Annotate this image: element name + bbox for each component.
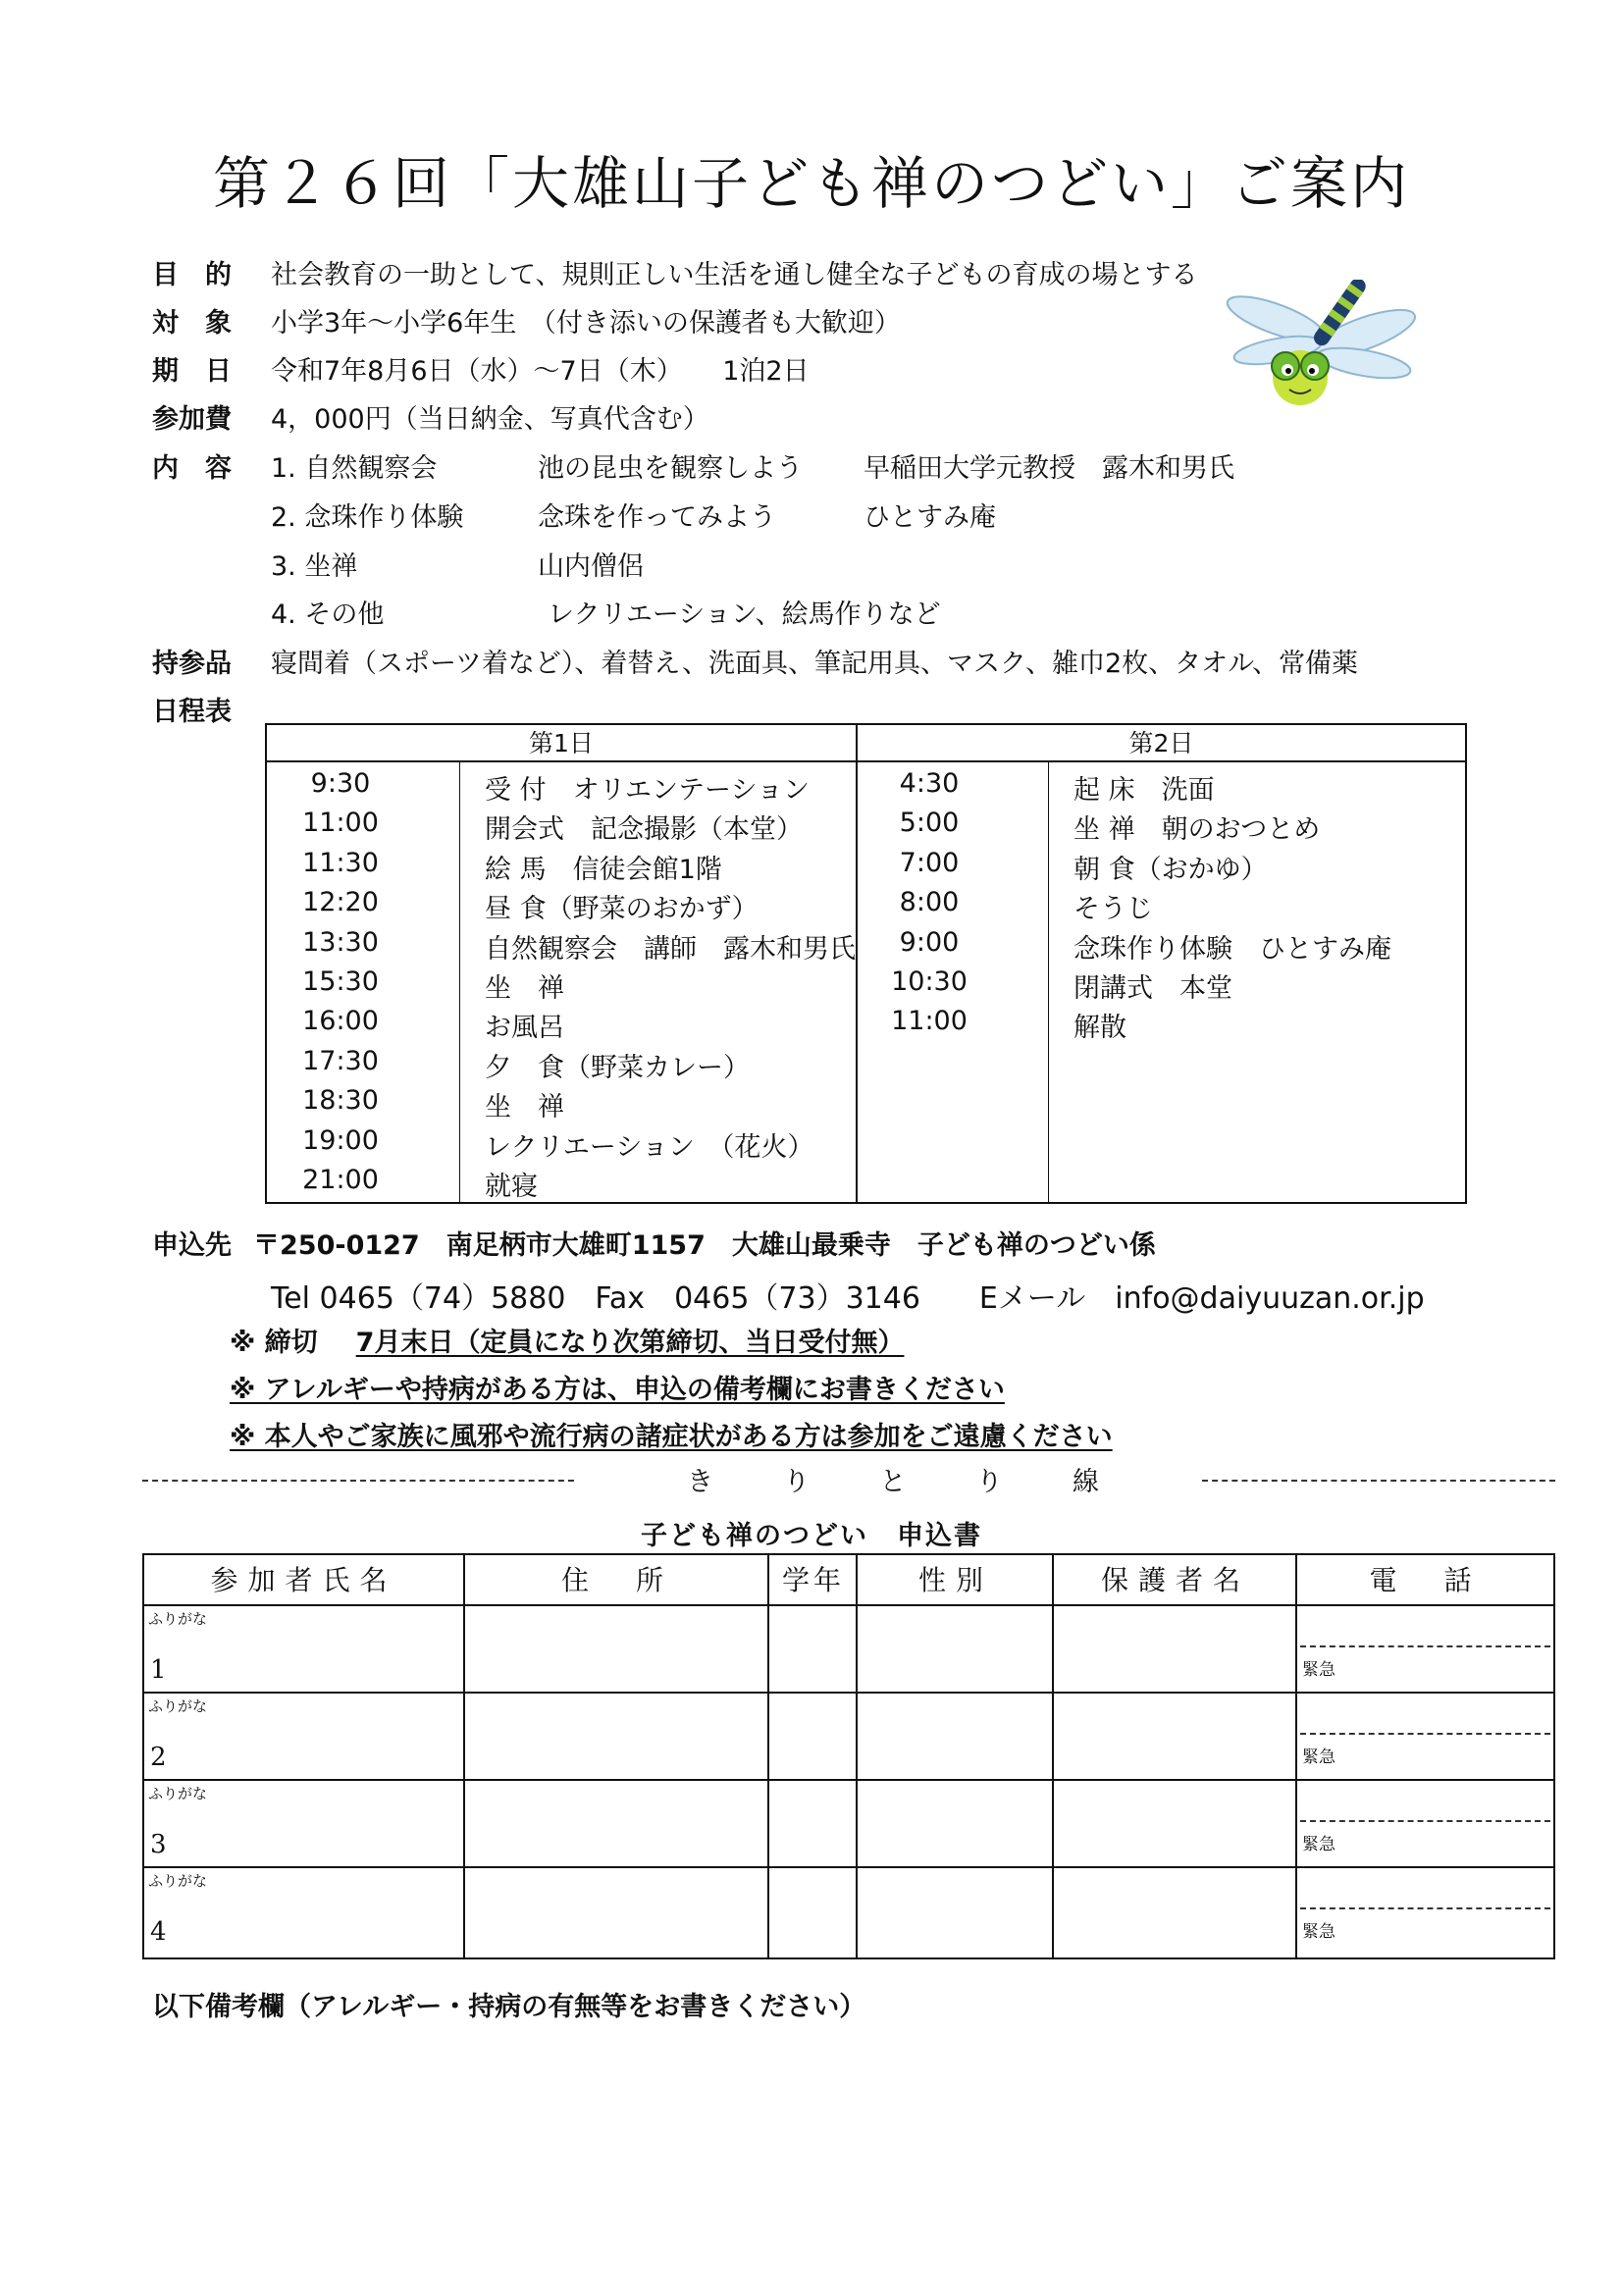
schedule-time: 4:30 bbox=[899, 768, 960, 799]
fee-label: 参加費 bbox=[152, 404, 232, 435]
schedule-time: 11:00 bbox=[891, 1006, 968, 1037]
page-title: 第２６回「大雄山子ども禅のつどい」ご案内 bbox=[212, 150, 1410, 217]
emergency-label: 緊急 bbox=[1302, 1748, 1335, 1767]
schedule-event: 解散 bbox=[1073, 1013, 1126, 1044]
emergency-label: 緊急 bbox=[1302, 1835, 1335, 1854]
header-name: 参加者氏名 bbox=[210, 1564, 397, 1596]
phone-divider bbox=[1300, 1733, 1550, 1735]
fee-text: 4，000円（当日納金、写真代含む） bbox=[271, 404, 709, 435]
schedule-event: 閉講式 本堂 bbox=[1073, 973, 1232, 1004]
schedule-time: 11:00 bbox=[302, 808, 379, 839]
cut-line-left bbox=[142, 1480, 574, 1482]
schedule-event: 念珠作り体験 ひとすみ庵 bbox=[1073, 933, 1391, 965]
header-address: 住 所 bbox=[560, 1564, 673, 1596]
furigana-label: ふりがな bbox=[148, 1697, 208, 1715]
schedule-time: 9:00 bbox=[899, 926, 960, 958]
row-number: 4 bbox=[150, 1917, 167, 1947]
bring-label: 持参品 bbox=[152, 649, 232, 679]
content-item-desc: 池の昆虫を観察しよう bbox=[538, 453, 803, 484]
schedule-event: 坐 禅 bbox=[485, 1092, 564, 1123]
header-grade: 学年 bbox=[781, 1564, 845, 1596]
content-item-name: 4. その他 bbox=[271, 600, 385, 630]
content-item-by: ひとすみ庵 bbox=[864, 502, 996, 533]
header-phone: 電 話 bbox=[1369, 1564, 1482, 1596]
target-label: 対 象 bbox=[152, 308, 232, 339]
content-item-desc: 山内僧侶 bbox=[538, 551, 644, 582]
schedule-event: レクリエーション （花火） bbox=[485, 1131, 814, 1163]
deadline-text: 7月末日（定員になり次第締切、当日受付無） bbox=[355, 1328, 905, 1358]
purpose-text: 社会教育の一助として、規則正しい生活を通し健全な子どもの育成の場とする bbox=[271, 260, 1198, 290]
deadline-note bbox=[230, 1321, 904, 1359]
schedule-event: 就寝 bbox=[485, 1172, 538, 1202]
application-address: 〒250-0127 南足柄市大雄町1157 大雄山最乗寺 子ども禅のつどい係 bbox=[253, 1230, 1156, 1261]
header-gender: 性別 bbox=[917, 1564, 993, 1596]
schedule-time: 10:30 bbox=[891, 966, 968, 997]
deadline-prefix: ※ 締切 bbox=[230, 1328, 344, 1358]
date-label: 期 日 bbox=[152, 356, 232, 387]
content-item-desc: レクリエーション、絵馬作りなど bbox=[548, 600, 941, 630]
remarks-label: 以下備考欄（アレルギー・持病の有無等をお書きください） bbox=[152, 1992, 866, 2022]
schedule-event: 受 付 オリエンテーション bbox=[485, 775, 810, 806]
content-item-desc: 念珠を作ってみよう bbox=[538, 502, 776, 533]
day2-header: 第2日 bbox=[858, 725, 1465, 762]
emergency-label: 緊急 bbox=[1302, 1922, 1335, 1942]
purpose-label: 目 的 bbox=[152, 260, 232, 290]
schedule-time: 16:00 bbox=[302, 1006, 379, 1037]
schedule-event: そうじ bbox=[1073, 894, 1153, 925]
row-number: 3 bbox=[150, 1830, 167, 1859]
phone-divider bbox=[1300, 1645, 1550, 1647]
furigana-label: ふりがな bbox=[148, 1872, 208, 1890]
schedule-time: 21:00 bbox=[302, 1165, 379, 1195]
application-form bbox=[142, 1553, 1555, 1959]
row-number: 1 bbox=[150, 1655, 167, 1685]
date-text: 令和7年8月6日（水）～7日（木） 1泊2日 bbox=[271, 356, 810, 387]
row-number: 2 bbox=[150, 1743, 167, 1772]
schedule-time: 8:00 bbox=[899, 887, 960, 918]
allergy-note: ※ アレルギーや持病がある方は、申込の備考欄にお書きください bbox=[230, 1375, 1005, 1405]
schedule-time: 17:30 bbox=[302, 1045, 379, 1076]
dragonfly-icon bbox=[1217, 280, 1423, 432]
schedule-event: 絵 馬 信徒会館1階 bbox=[485, 854, 722, 885]
content-item-name: 3. 坐禅 bbox=[271, 551, 358, 582]
schedule-event: 坐 禅 朝のおつとめ bbox=[1073, 814, 1321, 846]
schedule-time: 5:00 bbox=[899, 808, 960, 839]
schedule-event: 起 床 洗面 bbox=[1073, 775, 1215, 806]
schedule-event: 開会式 記念撮影（本堂） bbox=[485, 814, 803, 846]
application-label: 申込先 bbox=[152, 1230, 232, 1261]
phone-divider bbox=[1300, 1820, 1550, 1822]
schedule-table bbox=[265, 723, 1467, 1204]
schedule-event: 昼 食（野菜のおかず） bbox=[485, 894, 759, 925]
schedule-label: 日程表 bbox=[152, 697, 232, 727]
schedule-event: 自然観察会 講師 露木和男氏 bbox=[485, 933, 856, 965]
schedule-time: 9:30 bbox=[310, 768, 371, 799]
phone-divider bbox=[1300, 1907, 1550, 1909]
form-title: 子ども禅のつどい 申込書 bbox=[641, 1521, 982, 1551]
schedule-time: 7:00 bbox=[899, 847, 960, 878]
schedule-event: 坐 禅 bbox=[485, 973, 564, 1004]
schedule-time: 13:30 bbox=[302, 926, 379, 958]
schedule-time: 19:00 bbox=[302, 1124, 379, 1156]
schedule-time: 18:30 bbox=[302, 1085, 379, 1117]
schedule-time: 12:20 bbox=[302, 887, 379, 918]
content-label: 内 容 bbox=[152, 453, 232, 484]
schedule-event: お風呂 bbox=[485, 1013, 564, 1044]
bring-text: 寝間着（スポーツ着など）、着替え、洗面具、筆記用具、マスク、雑巾2枚、タオル、常備薬 bbox=[271, 649, 1358, 679]
furigana-label: ふりがな bbox=[148, 1610, 208, 1628]
schedule-time: 11:30 bbox=[302, 847, 379, 878]
target-text: 小学3年～小学6年生 （付き添いの保護者も大歓迎） bbox=[271, 308, 901, 339]
furigana-label: ふりがな bbox=[148, 1785, 208, 1802]
cut-line-label: き り と り 線 bbox=[687, 1467, 1099, 1497]
content-item-name: 2. 念珠作り体験 bbox=[271, 502, 464, 533]
day1-header: 第1日 bbox=[267, 725, 856, 762]
emergency-label: 緊急 bbox=[1302, 1660, 1335, 1680]
illness-note: ※ 本人やご家族に風邪や流行病の諸症状がある方は参加をご遠慮ください bbox=[230, 1422, 1113, 1452]
schedule-event: 朝 食（おかゆ） bbox=[1073, 854, 1268, 885]
schedule-event: 夕 食（野菜カレー） bbox=[485, 1052, 750, 1083]
cut-line-right bbox=[1202, 1480, 1555, 1482]
contact-info: Tel 0465（74）5880 Fax 0465（73）3146 Eメール info@daiyuuzan.or.jp bbox=[271, 1281, 1425, 1316]
content-item-name: 1. 自然観察会 bbox=[271, 453, 438, 484]
header-guardian: 保護者名 bbox=[1100, 1564, 1250, 1596]
content-item-by: 早稲田大学元教授 露木和男氏 bbox=[864, 453, 1234, 484]
schedule-time: 15:30 bbox=[302, 966, 379, 997]
